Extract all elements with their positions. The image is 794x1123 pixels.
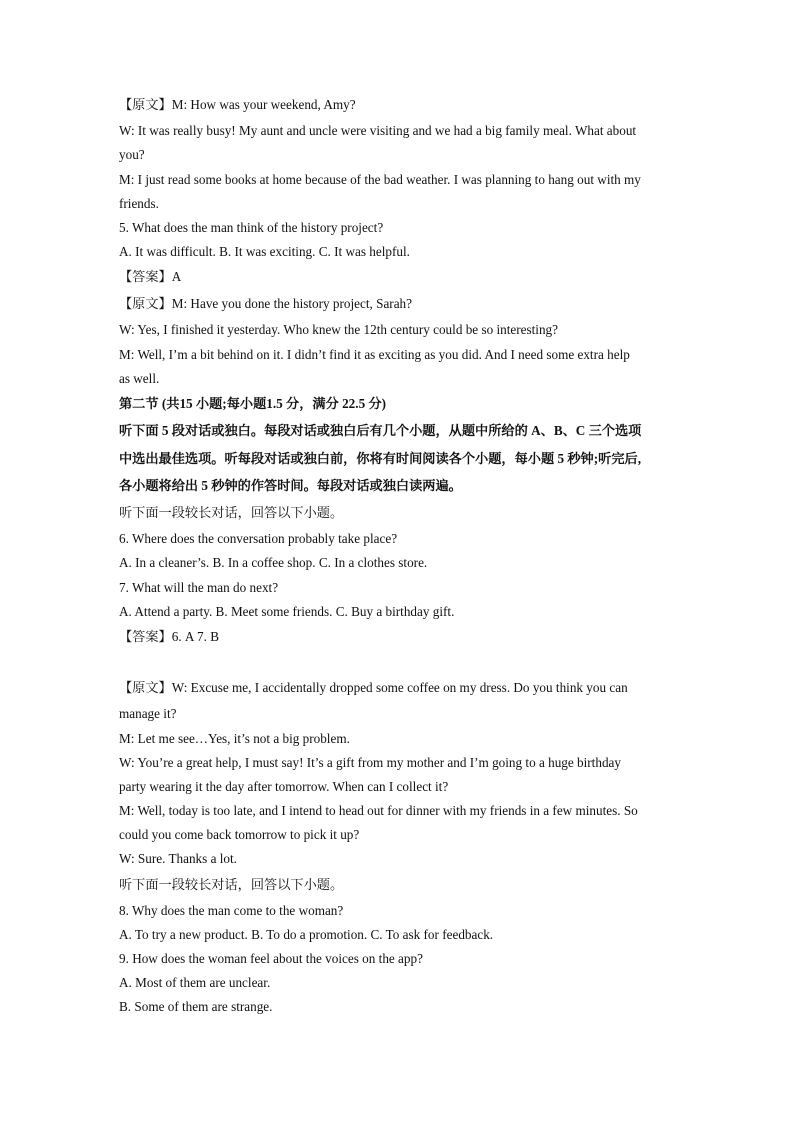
section-instructions: 听下面 5 段对话或独白。每段对话或独白后有几个小题，从题中所给的 A、B、C 三个选项	[119, 423, 642, 438]
transcript-line: party wearing it the day after tomorrow. When can I collect it?	[119, 779, 449, 794]
transcript-line: M: Well, today is too late, and I intend to head out for dinner with my friends in a few minutes. So	[119, 803, 638, 818]
question-8-options: A. To try a new product. B. To do a promotion. C. To ask for feedback.	[119, 927, 494, 942]
question-6-options: A. In a cleaner’s. B. In a coffee shop. C. In a clothes store.	[119, 555, 428, 570]
transcript-line: M: Let me see…Yes, it’s not a big problem.	[119, 731, 350, 746]
question-5: 5. What does the man think of the history project?	[119, 220, 384, 235]
transcript-line: M: Well, I’m a bit behind on it. I didn’t find it as exciting as you did. And I need some extra help	[119, 347, 630, 362]
question-9-option-a: A. Most of them are unclear.	[119, 975, 271, 990]
section-heading: 第二节 (共15 小题;每小题1.5 分，满分 22.5 分)	[119, 396, 387, 411]
question-7: 7. What will the man do next?	[119, 580, 279, 595]
section-instructions: 中选出最佳选项。听每段对话或独白前，你将有时间阅读各个小题，每小题 5 秒钟;听完后,	[119, 451, 641, 466]
transcript-line: W: Sure. Thanks a lot.	[119, 851, 237, 866]
transcript-line: you?	[119, 147, 145, 162]
question-8: 8. Why does the man come to the woman?	[119, 903, 344, 918]
answer-line: 【答案】6. A 7. B	[119, 629, 220, 644]
question-5-options: A. It was difficult. B. It was exciting. C. It was helpful.	[119, 244, 410, 259]
section-instructions: 各小题将给出 5 秒钟的作答时间。每段对话或独白读两遍。	[119, 478, 462, 493]
question-9: 9. How does the woman feel about the voices on the app?	[119, 951, 423, 966]
transcript-line: friends.	[119, 196, 159, 211]
transcript-line: M: I just read some books at home because of the bad weather. I was planning to hang out with my	[119, 172, 641, 187]
transcript-line: W: It was really busy! My aunt and uncle were visiting and we had a big family meal. What about	[119, 123, 637, 138]
listening-prompt: 听下面一段较长对话，回答以下小题。	[119, 505, 344, 520]
transcript-line: W: Yes, I finished it yesterday. Who knew the 12th century could be so interesting?	[119, 322, 558, 337]
transcript-line: 【原文】M: Have you done the history project, Sarah?	[119, 296, 412, 311]
transcript-line: manage it?	[119, 706, 177, 721]
transcript-line: 【原文】W: Excuse me, I accidentally dropped some coffee on my dress. Do you think you can	[119, 680, 628, 695]
transcript-line: could you come back tomorrow to pick it up?	[119, 827, 360, 842]
listening-prompt: 听下面一段较长对话，回答以下小题。	[119, 877, 344, 892]
transcript-line: W: You’re a great help, I must say! It’s a gift from my mother and I’m going to a huge birthday	[119, 755, 621, 770]
question-7-options: A. Attend a party. B. Meet some friends. C. Buy a birthday gift.	[119, 604, 455, 619]
transcript-line: 【原文】M: How was your weekend, Amy?	[119, 97, 356, 112]
question-9-option-b: B. Some of them are strange.	[119, 999, 273, 1014]
answer-line: 【答案】A	[119, 269, 182, 284]
question-6: 6. Where does the conversation probably take place?	[119, 531, 398, 546]
transcript-line: as well.	[119, 371, 160, 386]
